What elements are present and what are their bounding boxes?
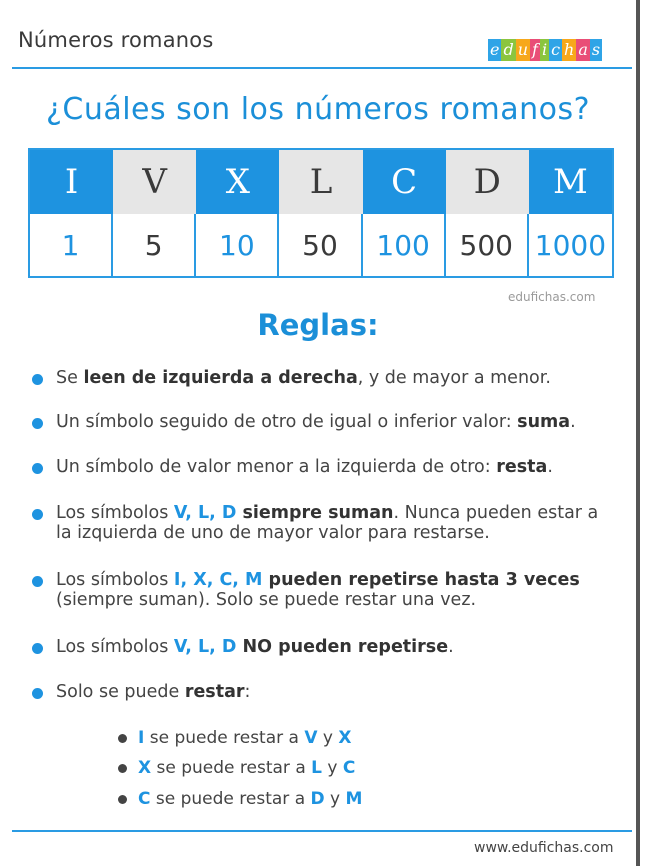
bullet-icon <box>32 576 43 587</box>
rule-text: . Nunca pueden estar a <box>393 503 599 523</box>
header-divider <box>12 67 632 69</box>
roman-symbol: L <box>311 758 322 778</box>
bullet-icon <box>118 795 127 804</box>
roman-symbol: I <box>138 728 145 748</box>
roman-symbol: X <box>193 570 207 590</box>
main-title: ¿Cuáles son los números romanos? <box>45 92 591 127</box>
logo-letter: e <box>490 40 500 59</box>
logo-letter: f <box>532 40 538 59</box>
roman-symbol: D <box>221 637 237 657</box>
rule-text: Solo se puede <box>56 682 185 702</box>
symbol-cell-M: M <box>529 150 612 214</box>
rule-text: , y de mayor a menor. <box>357 368 551 388</box>
separator: , <box>185 503 198 523</box>
logo-letter: i <box>541 40 548 59</box>
logo-letter: c <box>551 40 561 59</box>
value-cell-1: 1 <box>30 214 113 276</box>
rule-item <box>32 682 250 702</box>
roman-symbol: L <box>197 503 210 523</box>
rule-text: Los símbolos <box>56 570 174 590</box>
value-cell-10: 10 <box>196 214 279 276</box>
sub-text: se puede restar a <box>144 728 305 748</box>
rule-text: Un símbolo de valor menor a la izquierda de otro: <box>56 457 497 477</box>
bullet-icon <box>118 764 127 773</box>
rule-emphasis: leen de izquierda a derecha <box>83 368 358 388</box>
rule-text: Los símbolos <box>56 503 174 523</box>
roman-symbol: M <box>345 789 363 809</box>
value-cell-100: 100 <box>363 214 446 276</box>
value-cell-1000: 1000 <box>534 228 607 262</box>
logo-letter: h <box>564 40 575 59</box>
rule-item <box>32 503 598 543</box>
logo-letter: a <box>578 40 588 59</box>
logo-letter: s <box>591 40 601 59</box>
separator: , <box>185 637 198 657</box>
rule-text: . <box>570 412 576 432</box>
symbol-cell-D: D <box>446 150 529 214</box>
separator: , <box>206 570 220 590</box>
roman-symbol: V <box>304 728 318 748</box>
rule-text: la izquierda de uno de mayor valor para restarse. <box>56 523 490 543</box>
roman-symbol: X <box>338 728 352 748</box>
rule-emphasis: resta <box>496 457 548 477</box>
roman-symbol: D <box>310 789 325 809</box>
symbol-cell-X: X <box>196 150 279 214</box>
bullet-icon <box>32 418 43 429</box>
separator: , <box>180 570 194 590</box>
sub-text: se puede restar a <box>150 789 311 809</box>
sub-text: se puede restar a <box>151 758 312 778</box>
rule-item <box>32 637 454 657</box>
footer-divider <box>12 830 632 832</box>
symbol-cell-I: I <box>30 150 113 214</box>
bullet-icon <box>118 734 127 743</box>
roman-symbol: X <box>138 758 152 778</box>
header <box>0 0 636 68</box>
rule-text: Se <box>56 368 84 388</box>
sub-text: y <box>317 728 339 748</box>
rule-item <box>32 412 576 432</box>
rule-text: Los símbolos <box>56 637 174 657</box>
logo-letter: d <box>503 40 514 59</box>
rules-title: Reglas: <box>257 308 379 342</box>
bullet-icon <box>32 374 43 385</box>
edufichas-logo[interactable] <box>488 29 602 61</box>
sub-item <box>118 789 362 809</box>
value-cell-500: 500 <box>446 214 529 276</box>
credit-text: edufichas.com <box>508 290 596 304</box>
rule-item <box>32 368 551 388</box>
separator: , <box>232 570 246 590</box>
bullet-icon <box>32 463 43 474</box>
rule-emphasis: suma <box>517 412 571 432</box>
rule-emphasis: siempre suman <box>236 503 394 523</box>
roman-symbol: C <box>342 758 356 778</box>
roman-symbol: D <box>221 503 237 523</box>
rule-text: . <box>547 457 553 477</box>
sub-text: y <box>321 758 343 778</box>
value-cell-5: 5 <box>113 214 196 276</box>
roman-symbol: M <box>245 570 263 590</box>
roman-symbol: I <box>173 570 181 590</box>
rule-text: Un símbolo seguido de otro de igual o inferior valor: <box>56 412 518 432</box>
page-margin <box>640 0 646 866</box>
roman-symbol: C <box>138 789 151 809</box>
symbol-cell-L: L <box>279 150 362 214</box>
rule-emphasis: NO pueden repetirse <box>236 637 449 657</box>
roman-symbol: V <box>173 503 186 523</box>
bullet-icon <box>32 509 43 520</box>
value-cell-50: 50 <box>279 214 362 276</box>
rule-text: : <box>244 682 251 702</box>
rule-emphasis: restar <box>184 682 245 702</box>
rule-emphasis: pueden repetirse hasta 3 veces <box>262 570 580 590</box>
rule-text: (siempre suman). Solo se puede restar una vez. <box>56 590 477 610</box>
rule-text: . <box>448 637 454 657</box>
symbol-cell-V: V <box>113 150 196 214</box>
bullet-icon <box>32 688 43 699</box>
bullet-icon <box>32 643 43 654</box>
symbol-cell-C: C <box>363 150 446 214</box>
logo-letter: u <box>517 40 529 59</box>
separator: , <box>209 503 222 523</box>
sub-item <box>118 728 352 748</box>
footer-link[interactable]: www.edufichas.com <box>474 840 614 856</box>
roman-symbol: V <box>173 637 186 657</box>
rule-item <box>32 570 580 610</box>
sub-text: y <box>324 789 346 809</box>
rule-item <box>32 457 553 477</box>
page-header-title: Números romanos <box>18 28 214 52</box>
roman-symbol: C <box>219 570 233 590</box>
roman-numerals-table <box>28 148 614 278</box>
sub-item <box>118 758 355 778</box>
roman-symbol: L <box>197 637 210 657</box>
separator: , <box>209 637 222 657</box>
